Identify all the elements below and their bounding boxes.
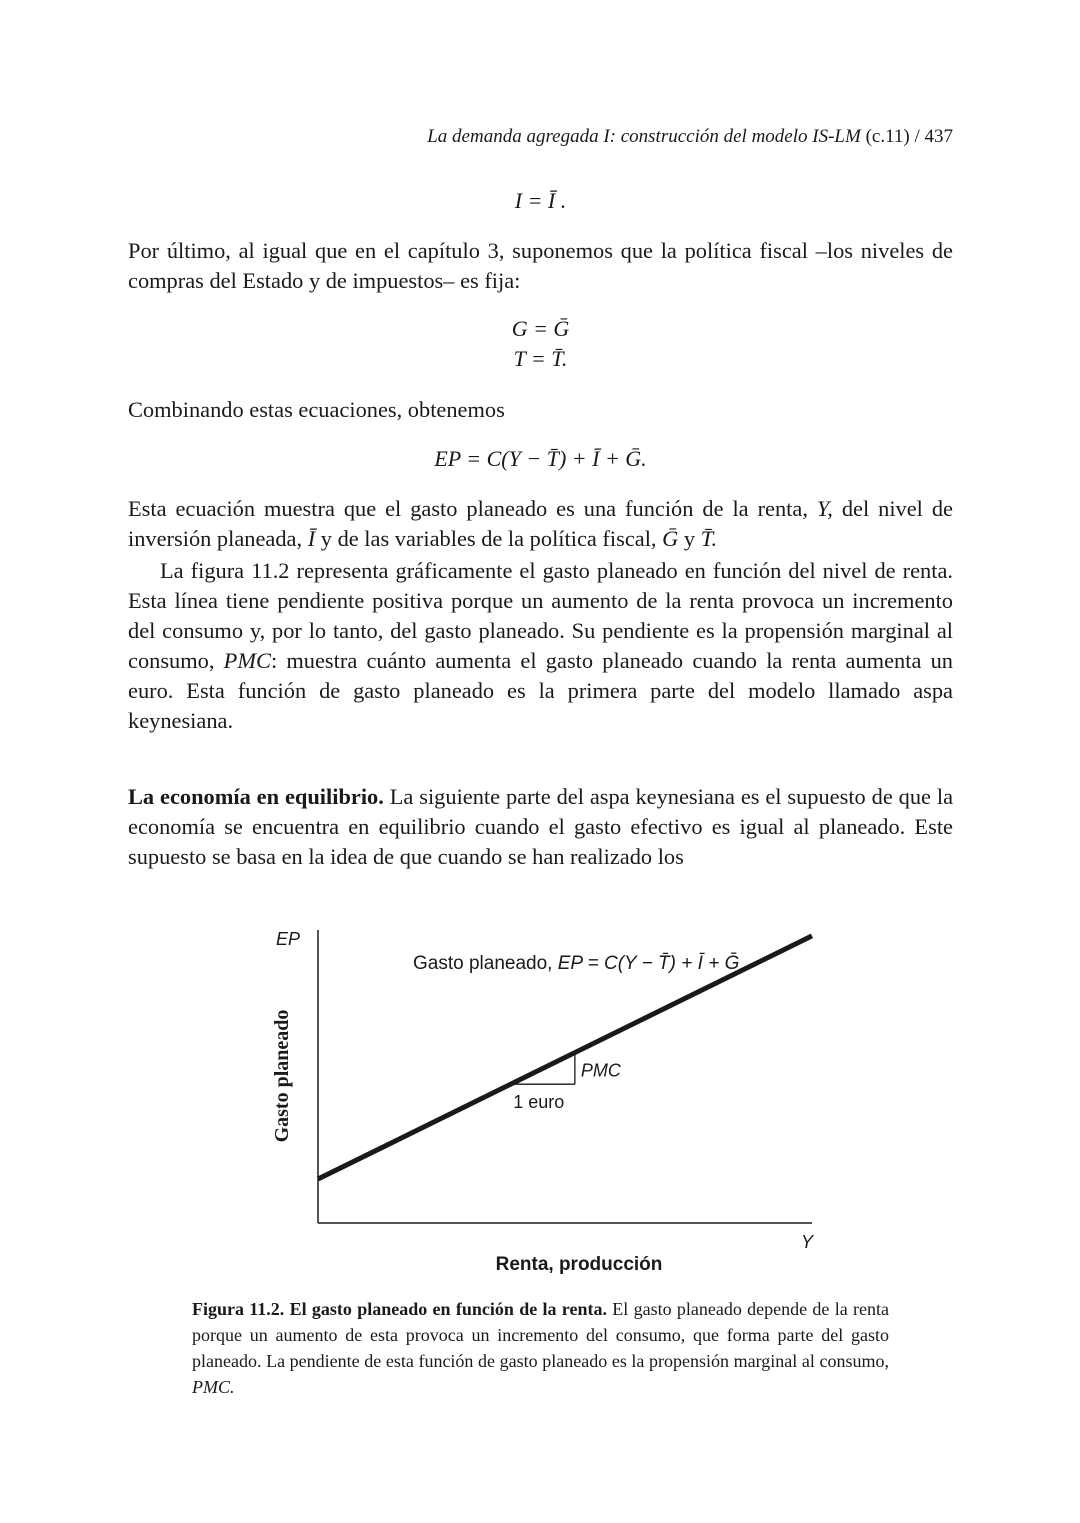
- line-label-text: Gasto planeado,: [413, 953, 558, 974]
- text: y: [683, 526, 696, 551]
- running-head: [128, 124, 953, 150]
- text: La figura 11.2 representa gráficamente el gasto planeado en función del nivel de renta. Esta línea tiene pendiente positiva porque un aumento de la renta provoca un incremento del consumo y, por lo tanto, del gasto planeado. Su pendiente es la propensión marginal al consumo,: [128, 558, 953, 673]
- text: y de las variables de la política fiscal,: [320, 526, 657, 551]
- line-label-formula: EP = C(Y − T̄) + Ī + Ḡ: [557, 953, 740, 974]
- text: del nivel de inversión planeada,: [128, 496, 953, 551]
- chapter-title: La demanda agregada I: construcción del modelo IS-LM: [427, 126, 861, 147]
- variable-t: T̄.: [700, 526, 718, 551]
- pmc-term: PMC: [223, 648, 271, 673]
- caption-text: El gasto planeado depende de la renta porque un aumento de esta provoca un incremento del consumo, que forma parte del gasto planeado. La pendiente de esta función de gasto planeado es la propensión marginal al consumo,: [192, 1299, 889, 1371]
- chapter-number: (c.11): [865, 126, 910, 147]
- equation-planned-expenditure: EP = C(Y − T̄) + Ī + Ḡ.: [434, 446, 647, 471]
- paragraph-equilibrium: [128, 782, 953, 872]
- y-axis-symbol: EP: [275, 929, 300, 949]
- rise-label: PMC: [580, 1060, 621, 1081]
- section-heading: La economía en equilibrio.: [128, 784, 384, 809]
- run-label: 1 euro: [513, 1092, 565, 1113]
- x-axis-label: Renta, producción: [495, 1254, 663, 1275]
- text: La siguiente parte del aspa keynesiana es el supuesto de que la economía se encuentra en equilibrio cuando el gasto efectivo es igual al planeado. Este supuesto se basa en la idea de que cuando se han realizado los: [128, 784, 954, 869]
- equation-investment: I = Ī .: [514, 188, 567, 213]
- text: Esta ecuación muestra que el gasto planeado es una función de la renta,: [128, 496, 808, 521]
- variable-g: Ḡ: [662, 526, 679, 551]
- caption-pmc: PMC.: [192, 1377, 235, 1397]
- separator: /: [914, 126, 925, 147]
- planned-expenditure-line: [318, 936, 812, 1179]
- x-axis-symbol: Y: [800, 1232, 814, 1252]
- equation-government: G = Ḡ: [511, 316, 570, 341]
- paragraph-fiscal-policy: Por último, al igual que en el capítulo 3, suponemos que la política fiscal –los niveles de compras del Estado y de impuestos– es fija:: [128, 238, 953, 293]
- paragraph-figure-description: [128, 556, 953, 736]
- line-label: [413, 953, 739, 974]
- page-number: 437: [924, 126, 953, 147]
- equation-taxes: T = T̄.: [513, 346, 568, 371]
- figure-caption: [192, 1296, 889, 1400]
- text: : muestra cuánto aumenta el gasto planeado cuando la renta aumenta un euro. Esta función de gasto planeado es la primera parte del modelo llamado aspa keynesiana.: [128, 648, 953, 733]
- y-axis-label: Gasto planeado: [271, 1009, 293, 1143]
- variable-y: Y,: [816, 496, 833, 521]
- variable-i: Ī: [307, 526, 316, 551]
- caption-label: Figura 11.2. El gasto planeado en función de la renta.: [192, 1299, 607, 1319]
- paragraph-equation-explanation: [128, 494, 953, 554]
- paragraph-combining: Combinando estas ecuaciones, obtenemos: [128, 397, 505, 422]
